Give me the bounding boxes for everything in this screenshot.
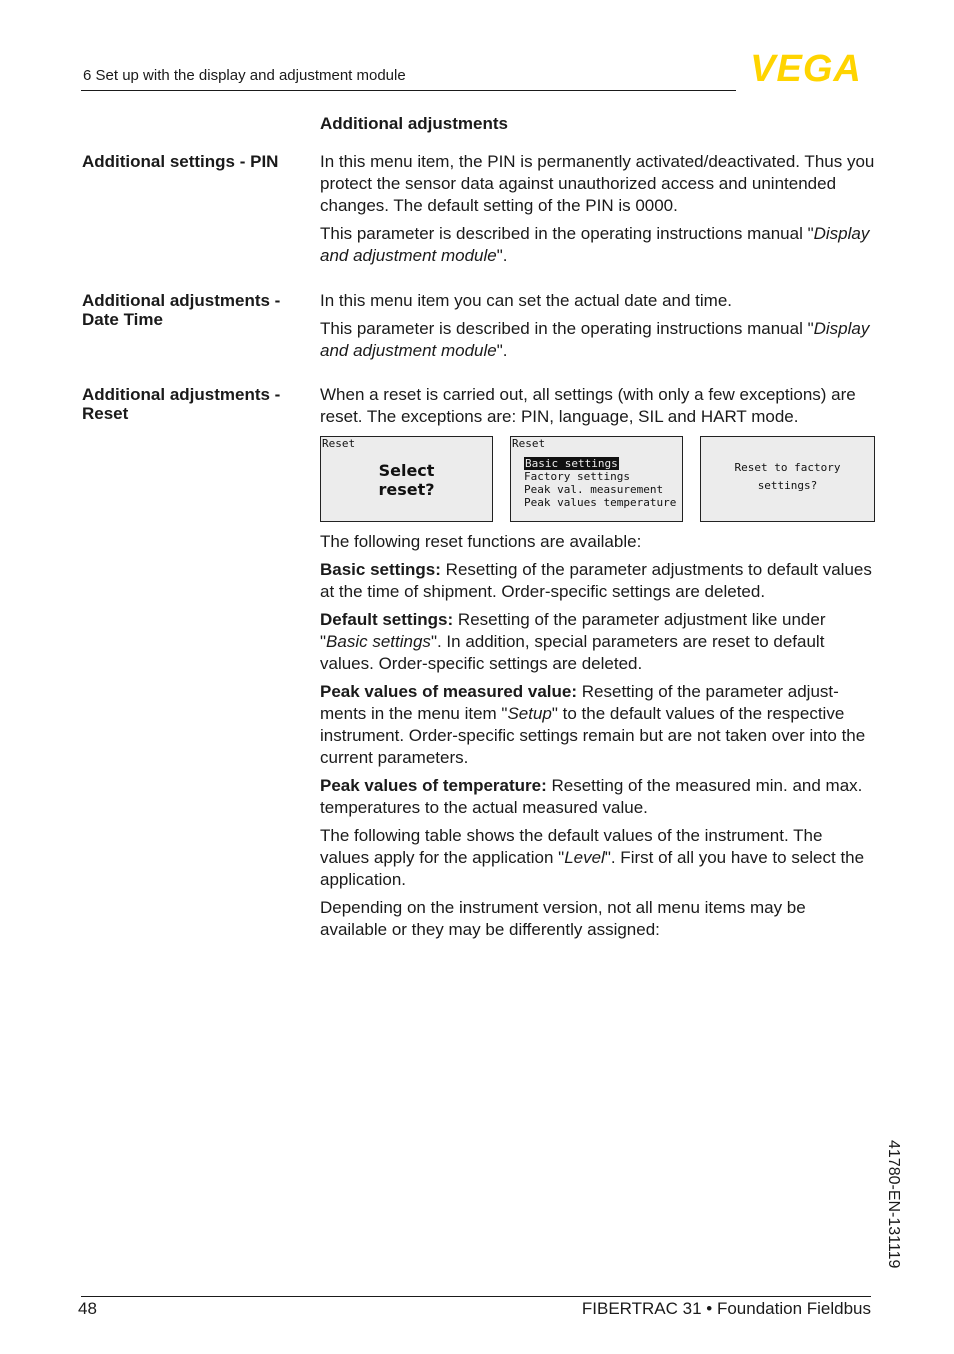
lcd-screen-confirm — [700, 436, 875, 522]
default-settings-text-pre: Resetting of the parameter adjustment like under " — [320, 610, 826, 651]
label-date-time: Additional adjustments - Date Time — [82, 291, 281, 329]
peak-values-paragraph — [320, 681, 876, 769]
date-time-p2-pre: This parameter is described in the operating instructions manual " — [320, 319, 814, 338]
date-time-description — [320, 290, 876, 368]
lcd3-line2: settings? — [757, 479, 818, 492]
date-time-p2-manual: Display and adjustment module — [320, 319, 870, 360]
default-settings-label: Default settings: — [320, 610, 454, 629]
lcd2-menu-item: Peak values temperature — [524, 496, 677, 509]
pin-p2-pre: This parameter is described in the operating instructions manual " — [320, 224, 814, 243]
lcd3-line1: Reset to factory — [734, 461, 841, 474]
table-note-pre: The following table shows the default values of the instrument. The values apply for the application " — [320, 826, 823, 867]
lcd1-line2: reset? — [378, 480, 435, 499]
basic-settings-text: Resetting of the parameter adjustments to default values at the time of shipment. Order-specific settings are deleted. — [320, 560, 872, 601]
footer-divider — [81, 1296, 871, 1297]
lcd3-message — [701, 459, 874, 495]
reset-functions-intro: The following reset functions are available: — [320, 532, 642, 551]
date-time-paragraph-2 — [320, 318, 876, 362]
reset-functions — [320, 531, 876, 947]
lcd2-menu-item: Peak val. measurement — [524, 483, 664, 496]
default-settings-text-em: Basic settings — [326, 632, 431, 651]
peak-values-text-em: Setup — [507, 704, 552, 723]
lcd2-menu — [524, 457, 676, 509]
label-pin: Additional settings - PIN — [82, 152, 279, 171]
peak-values-text-post: " to the default values of the respective instrument. Order-specific settings remain but are not taken over into the current parameters. — [320, 704, 866, 767]
pin-paragraph-2 — [320, 223, 876, 267]
lcd1-line1: Select — [378, 461, 435, 480]
date-time-paragraph-1: In this menu item you can set the actual date and time. — [320, 291, 733, 310]
document-code: 41780-EN-131119 — [885, 1140, 902, 1269]
lcd1-title: Reset — [322, 437, 356, 450]
temperature-text: Resetting of the measured min. and max. temperatures to the actual measured value. — [320, 776, 863, 817]
lcd2-title: Reset — [512, 437, 546, 450]
footer-title: FIBERTRAC 31 • Foundation Fieldbus — [581, 1299, 871, 1318]
pin-p2-post: ". — [496, 246, 508, 265]
pin-paragraph-1: In this menu item, the PIN is permanently activated/deactivated. Thus you protect the sensor data against unauthorized access and unintended changes. The default setting of the PIN is 0000. — [320, 152, 875, 215]
basic-settings-paragraph — [320, 559, 876, 603]
reset-intro — [320, 384, 876, 434]
default-settings-paragraph — [320, 609, 876, 675]
vega-logo-text: VEGA — [750, 50, 862, 86]
basic-settings-label: Basic settings: — [320, 560, 441, 579]
chapter-header: 6 Set up with the display and adjustment module — [83, 67, 406, 84]
lcd2-menu-item: Factory settings — [524, 470, 630, 483]
reset-paragraph-1: When a reset is carried out, all settings (with only a few exceptions) are reset. The exceptions are: PIN, language, SIL and HART mode. — [320, 385, 856, 426]
peak-values-text-pre: Resetting of the parameter adjustments in the menu item " — [320, 682, 839, 723]
version-note-paragraph: Depending on the instrument version, not all menu items may be available or they may be differently assigned: — [320, 898, 806, 939]
pin-p2-manual: Display and adjustment module — [320, 224, 870, 265]
table-note-paragraph — [320, 825, 876, 891]
page-number: 48 — [78, 1299, 97, 1318]
pin-description — [320, 151, 876, 273]
lcd2-menu-item — [524, 457, 676, 470]
table-note-post: ". First of all you have to select the application. — [320, 848, 865, 889]
table-note-em: Level — [564, 848, 605, 867]
peak-values-label: Peak values of measured value: — [320, 682, 578, 701]
temperature-label: Peak values of temperature: — [320, 776, 547, 795]
lcd-screen-select-reset — [320, 436, 493, 522]
lcd2-menu-item-selected: Basic settings — [525, 457, 618, 470]
header-divider — [81, 90, 736, 91]
temperature-paragraph — [320, 775, 876, 819]
label-reset: Additional adjustments - Reset — [82, 385, 281, 423]
date-time-p2-post: ". — [496, 341, 508, 360]
vega-logo — [740, 50, 872, 86]
section-title: Additional adjustments — [320, 114, 508, 133]
default-settings-text-post: ". In addition, special parameters are reset to default values. Order-specific settings are deleted. — [320, 632, 825, 673]
lcd-screen-reset-menu — [510, 436, 683, 522]
